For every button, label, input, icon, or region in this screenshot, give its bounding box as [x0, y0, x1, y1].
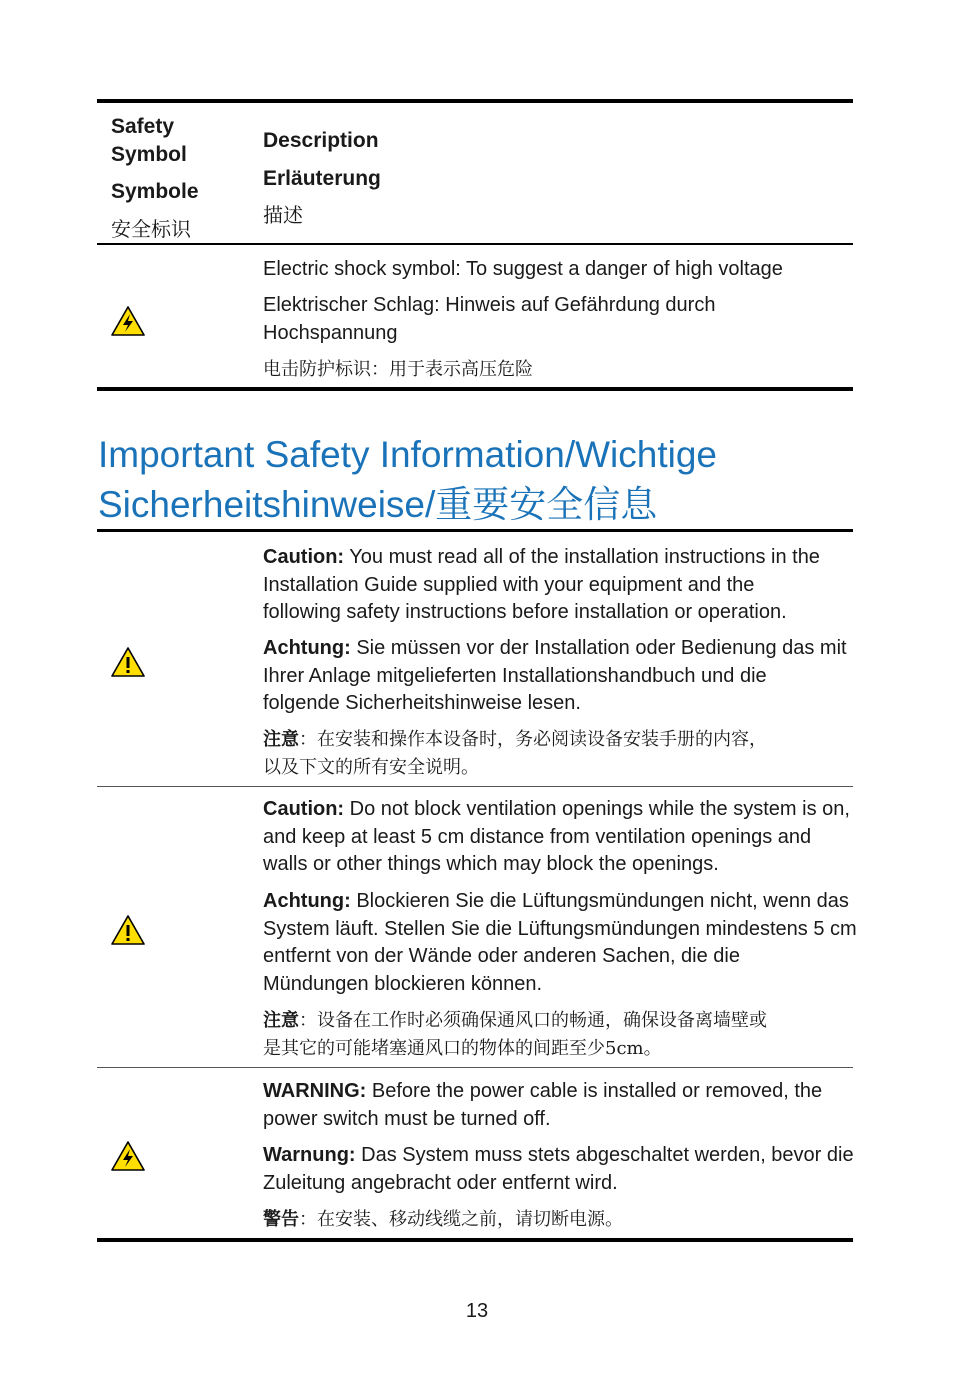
high-voltage-warning-icon	[110, 305, 146, 337]
row3-en-1	[263, 1078, 822, 1106]
row2-en-text: Do not block ventilation openings while the system is on,	[344, 798, 850, 820]
row2-zh-text: ：设备在工作时必须确保通风口的畅通，确保设备离墙壁或	[299, 1010, 767, 1031]
safety-table-top-rule	[97, 529, 853, 532]
header-symbol: Symbol	[111, 143, 187, 166]
row2-de-2: System läuft. Stellen Sie die Lüftungsmündungen mindestens 5 cm	[263, 917, 857, 940]
row3-de-2: Zuleitung angebracht oder entfernt wird.	[263, 1171, 618, 1194]
caution-label: Caution:	[263, 546, 345, 568]
safety-table-bottom-rule	[97, 1238, 853, 1242]
header-description-zh: 描述	[263, 203, 303, 227]
row2-de-4: Mündungen blockieren können.	[263, 972, 543, 995]
high-voltage-warning-icon	[110, 1140, 146, 1172]
page-number: 13	[465, 1300, 489, 1322]
row-de-1: Elektrischer Schlag: Hinweis auf Gefährdung durch	[263, 294, 716, 316]
row1-divider	[97, 786, 853, 787]
row1-zh-text: ：在安装和操作本设备时，务必阅读设备安装手册的内容，	[299, 729, 767, 750]
row2-de-text: Blockieren Sie die Lüftungsmündungen nicht, wenn das	[350, 890, 849, 912]
row1-de-1	[263, 635, 847, 663]
achtung-label: Achtung:	[263, 637, 351, 659]
row-en: Electric shock symbol: To suggest a danger of high voltage	[263, 258, 783, 280]
row3-zh-text: ：在安装、移动线缆之前，请切断电源。	[299, 1209, 623, 1230]
warning-label: WARNING:	[263, 1080, 367, 1102]
row2-zh-2: 是其它的可能堵塞通风口的物体的间距至少5cm。	[263, 1038, 662, 1059]
row2-de-3: entfernt von der Wände oder anderen Sachen, die die	[263, 945, 740, 967]
row-de-2: Hochspannung	[263, 322, 398, 344]
achtung-label: Achtung:	[263, 890, 351, 912]
header-divider	[97, 243, 853, 245]
row3-zh-1	[263, 1206, 623, 1234]
row1-en-2: Installation Guide supplied with your equipment and the	[263, 573, 755, 596]
row3-de-1	[263, 1142, 854, 1170]
row2-en-2: and keep at least 5 cm distance from ventilation openings and	[263, 825, 812, 848]
caution-label: Caution:	[263, 798, 345, 820]
row2-de-1	[263, 888, 849, 916]
row3-en-text: Before the power cable is installed or removed, the	[366, 1080, 823, 1102]
row1-zh-1	[263, 726, 767, 754]
table-top-rule	[97, 99, 853, 103]
row3-de-text: Das System muss stets abgeschaltet werden, bevor die	[355, 1144, 854, 1166]
row1-de-2: Ihrer Anlage mitgelieferten Installationshandbuch und die	[263, 664, 767, 687]
header-erlauterung: Erläuterung	[263, 167, 381, 190]
header-symbol-zh: 安全标识	[111, 217, 191, 241]
zhuyi-label: 注意	[263, 729, 299, 750]
section-heading-line1: Important Safety Information/Wichtige	[98, 434, 717, 475]
row3-en-2: power switch must be turned off.	[263, 1107, 551, 1130]
warnung-label: Warnung:	[263, 1144, 356, 1166]
row1-en-3: following safety instructions before installation or operation.	[263, 601, 787, 623]
header-symbole: Symbole	[111, 180, 199, 203]
table-bottom-rule	[97, 387, 853, 391]
row2-en-1	[263, 796, 850, 824]
header-description: Description	[263, 129, 379, 152]
row2-zh-1	[263, 1007, 767, 1035]
row1-zh-2: 以及下文的所有安全说明。	[263, 757, 479, 778]
row2-en-3: walls or other things which may block the openings.	[263, 853, 719, 875]
jinggao-label: 警告	[263, 1209, 299, 1230]
row1-de-text: Sie müssen vor der Installation oder Bedienung das mit	[350, 637, 847, 659]
row2-divider	[97, 1067, 853, 1068]
header-safety: Safety	[111, 115, 175, 138]
row1-de-3: folgende Sicherheitshinweise lesen.	[263, 692, 581, 714]
caution-triangle-icon	[110, 914, 146, 946]
row-zh: 电击防护标识：用于表示高压危险	[263, 359, 533, 380]
zhuyi-label: 注意	[263, 1010, 299, 1031]
caution-triangle-icon	[110, 646, 146, 678]
row1-en-1	[263, 544, 820, 572]
row1-en-text: You must read all of the installation instructions in the	[344, 546, 820, 568]
section-heading-line2: Sicherheitshinweise/重要安全信息	[98, 484, 658, 525]
